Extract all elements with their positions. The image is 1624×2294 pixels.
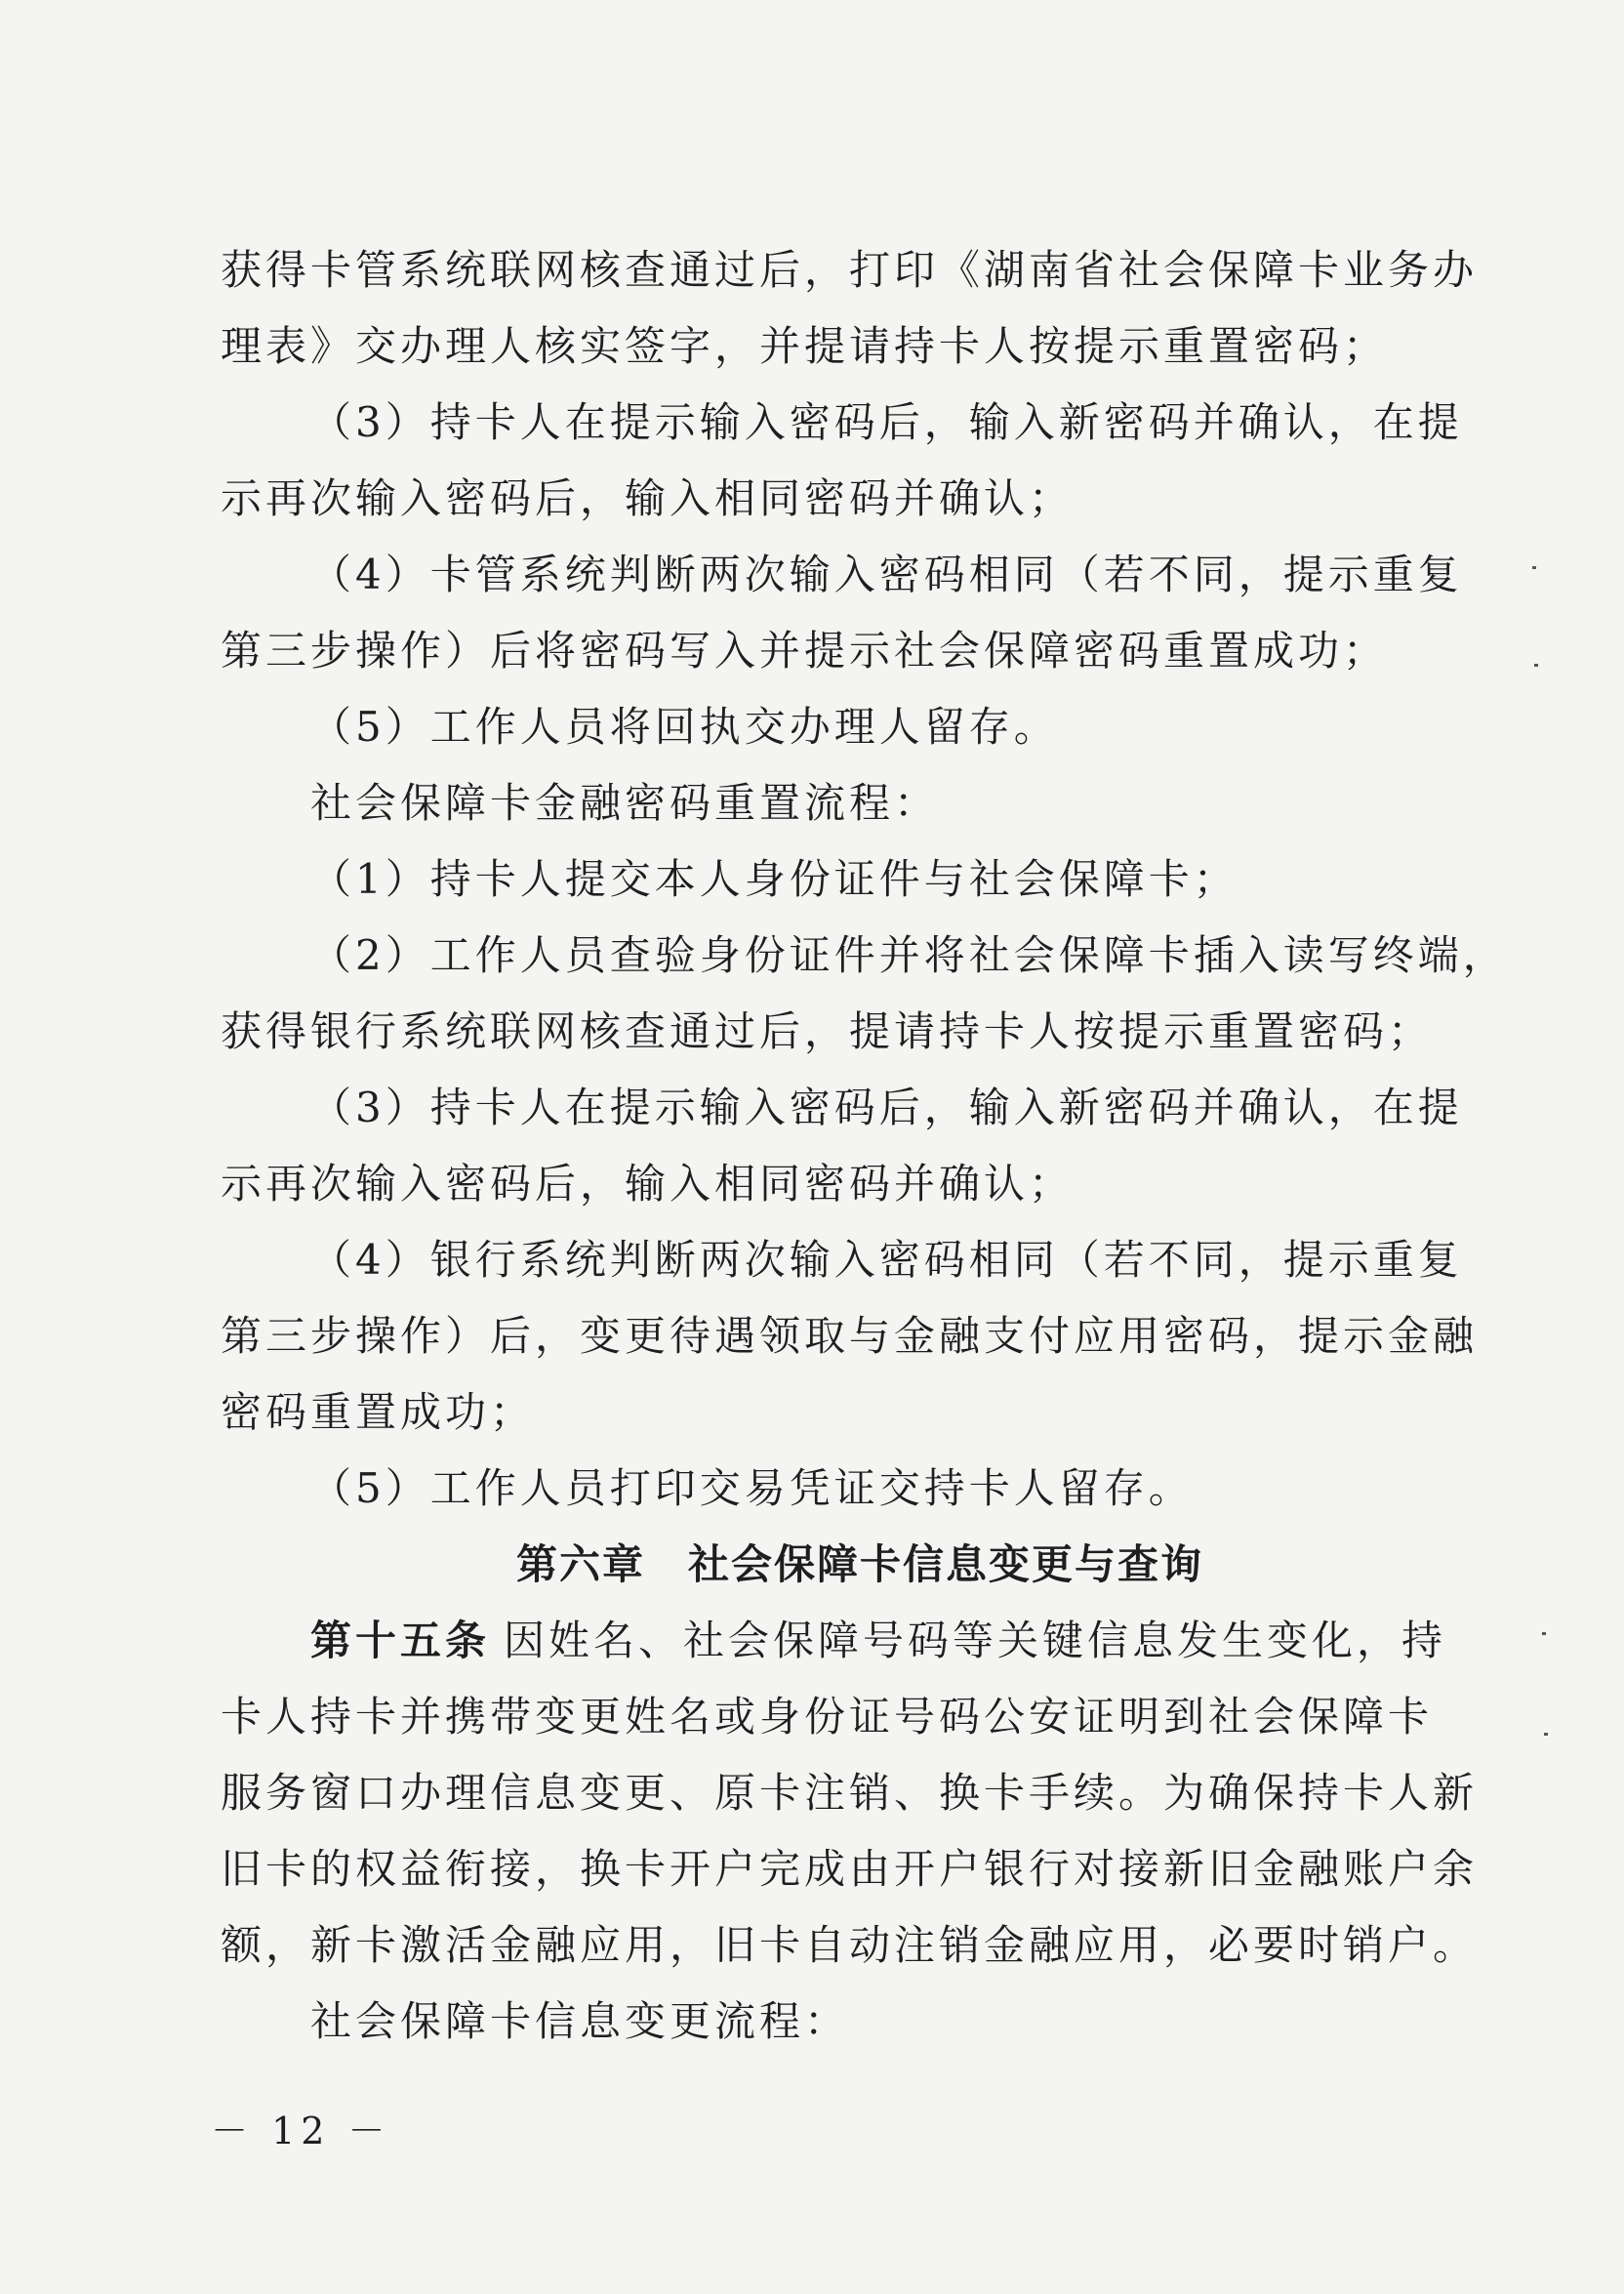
text-line: 额，新卡激活金融应用，旧卡自动注销金融应用，必要时销户。 xyxy=(221,1921,1479,1969)
scan-mark xyxy=(1542,1632,1546,1635)
text-line: （4）卡管系统判断两次输入密码相同（若不同，提示重复 xyxy=(310,551,1463,598)
text-line: 旧卡的权益衔接，换卡开户完成由开户银行对接新旧金融账户余 xyxy=(221,1845,1479,1893)
text-line: 密码重置成功； xyxy=(221,1388,536,1436)
chapter-heading: 第六章 社会保障卡信息变更与查询 xyxy=(515,1540,1203,1588)
scan-mark xyxy=(1544,1733,1548,1736)
body-text xyxy=(221,232,1508,2060)
text-line: （3）持卡人在提示输入密码后，输入新密码并确认，在提 xyxy=(310,1084,1463,1131)
text-line: 第三步操作）后将密码写入并提示社会保障密码重置成功； xyxy=(221,627,1389,675)
text-line: 服务窗口办理信息变更、原卡注销、换卡手续。为确保持卡人新 xyxy=(221,1769,1479,1817)
text-line: （3）持卡人在提示输入密码后，输入新密码并确认，在提 xyxy=(310,398,1463,446)
article-text: 因姓名、社会保障号码等关键信息发生变化，持 xyxy=(504,1617,1447,1664)
text-line: 卡人持卡并携带变更姓名或身份证号码公安证明到社会保障卡 xyxy=(221,1693,1434,1741)
text-line: 社会保障卡信息变更流程： xyxy=(310,1997,850,2045)
article-label: 第十五条 xyxy=(310,1617,491,1664)
text-line: （2）工作人员查验身份证件并将社会保障卡插入读写终端， xyxy=(310,931,1508,979)
page-number: － 12 － xyxy=(211,2110,391,2152)
text-line: 示再次输入密码后，输入相同密码并确认； xyxy=(221,1160,1075,1208)
text-line: 获得银行系统联网核查通过后，提请持卡人按提示重置密码； xyxy=(221,1007,1434,1055)
scan-mark xyxy=(1534,664,1538,667)
scan-mark xyxy=(1532,566,1536,569)
article-paragraph xyxy=(221,1603,1447,1679)
text-line: 获得卡管系统联网核查通过后，打印《湖南省社会保障卡业务办 xyxy=(221,246,1479,294)
text-line: 示再次输入密码后，输入相同密码并确认； xyxy=(221,474,1075,522)
text-line: 社会保障卡金融密码重置流程： xyxy=(310,779,940,827)
text-line: （5）工作人员打印交易凭证交持卡人留存。 xyxy=(310,1464,1194,1512)
text-line: （1）持卡人提交本人身份证件与社会保障卡； xyxy=(310,855,1238,903)
text-line: （4）银行系统判断两次输入密码相同（若不同，提示重复 xyxy=(310,1236,1463,1284)
text-line: 第三步操作）后，变更待遇领取与金融支付应用密码，提示金融 xyxy=(221,1312,1479,1360)
text-line: 理表》交办理人核实签字，并提请持卡人按提示重置密码； xyxy=(221,322,1389,370)
text-line: （5）工作人员将回执交办理人留存。 xyxy=(310,703,1059,751)
